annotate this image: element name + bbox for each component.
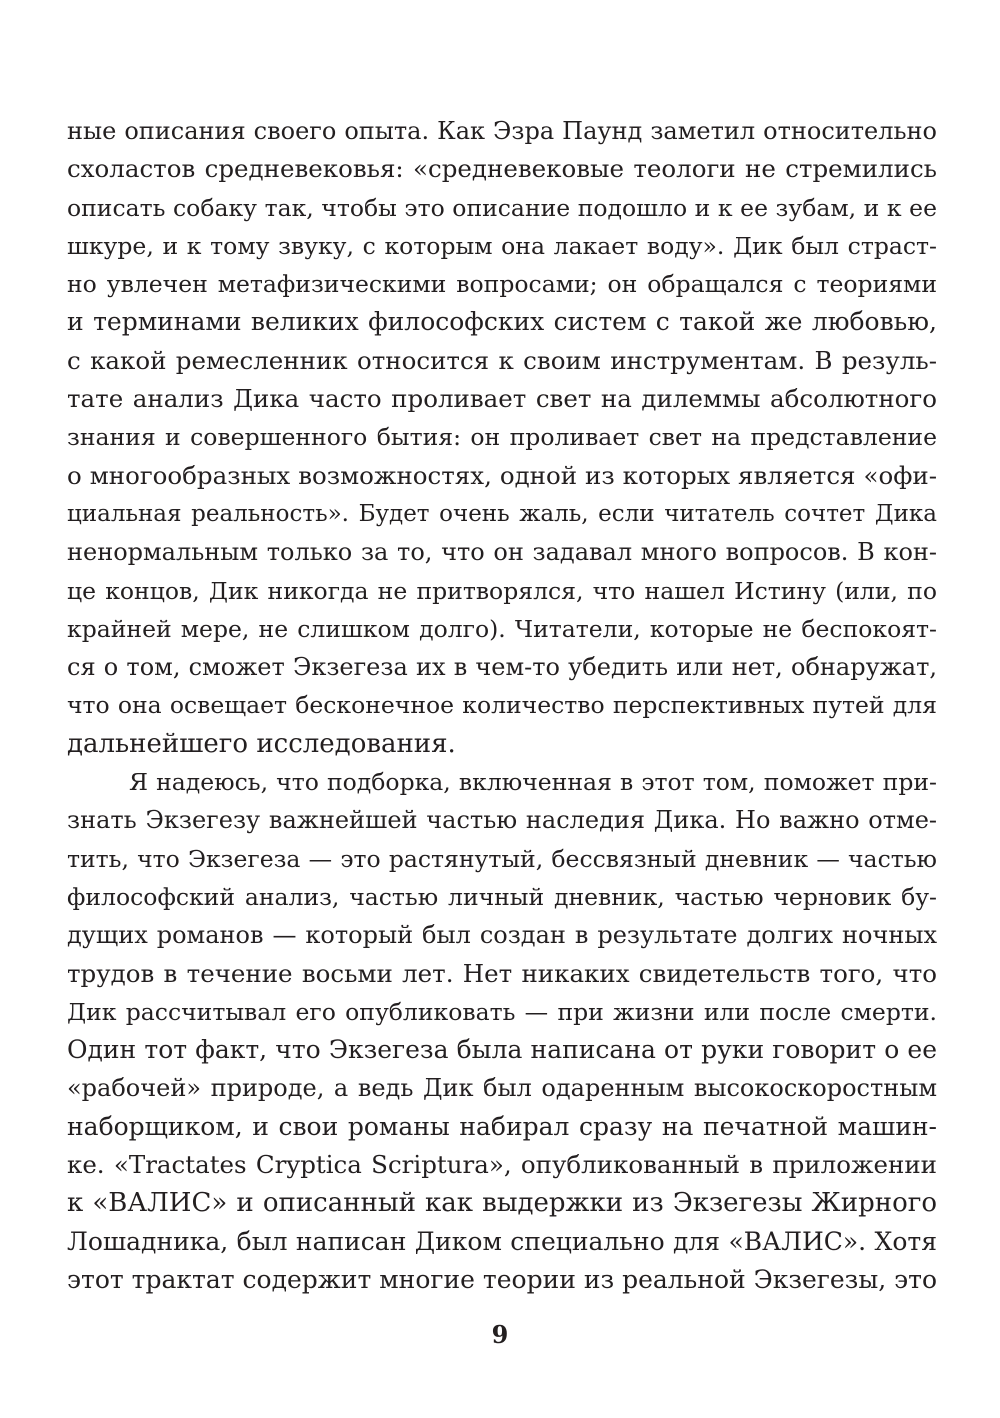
text-line: Дик рассчитывал его опубликовать — при жизни или после смерти. [67,997,937,1026]
text-line: ся о том, сможет Экзегеза их в чем-то убедить или нет, обнаружат, [67,653,937,682]
text-line: «рабочей» природе, а ведь Дик был одаренным высокоскоростным [67,1074,937,1103]
text-line: це концов, Дик никогда не притворялся, что нашел Истину (или, по [67,576,937,605]
text-line: этот трактат содержит многие теории из реальной Экзегезы, это [67,1264,937,1294]
text-line: дальнейшего исследования. [67,728,456,759]
text-line: и терминами великих философских систем с такой же любовью, [67,307,937,337]
text-line: что она освещает бесконечное количество перспективных путей для [67,691,937,720]
text-line: наборщиком, и свои романы набирал сразу на печатной машин- [67,1111,937,1141]
text-line: крайней мере, не слишком долго). Читатели, которые не беспокоят- [67,614,937,643]
text-line: но увлечен метафизическими вопросами; он обращался с теориями [67,270,937,299]
body-text [67,112,937,1299]
text-line: о многообразных возможностях, одной из которых является «офи- [67,460,937,490]
text-line: с какой ремесленник относится к своим инструментам. В резуль- [67,345,937,375]
text-line: Один тот факт, что Экзегеза была написана от руки говорит о ее [67,1035,937,1065]
text-line: ные описания своего опыта. Как Эзра Паунд заметил относительно [67,117,937,145]
text-line: тате анализ Дика часто проливает свет на дилеммы абсолютного [67,384,937,414]
text-line: дущих романов — который был создан в результате долгих ночных [67,921,937,950]
text-line: Я надеюсь, что подборка, включенная в этот том, поможет при- [129,768,937,797]
page-number: 9 [491,1320,509,1349]
text-line: шкуре, и к тому звуку, с которым она лакает воду». Дик был страст- [67,231,937,260]
text-line: ненормальным только за то, что он задавал много вопросов. В кон- [67,538,937,567]
text-line: описать собаку так, чтобы это описание подошло и к ее зубам, и к ее [67,193,937,222]
text-line: Лошадника, был написан Диком специально для «ВАЛИС». Хотя [67,1226,937,1256]
text-line: философский анализ, частью личный дневник, частью черновик бу- [67,882,937,911]
text-line: к «ВАЛИС» и описанный как выдержки из Экзегезы Жирного [67,1188,937,1219]
text-line: циальная реальность». Будет очень жаль, если читатель сочтет Дика [67,500,937,527]
text-line: знать Экзегезу важнейшей частью наследия Дика. Но важно отме- [67,806,937,835]
text-line: знания и совершенного бытия: он проливает свет на представление [67,423,937,452]
paragraph-1 [67,112,937,763]
text-line: ке. «Tractates Cryptica Scriptura», опубликованный в приложении [67,1150,937,1180]
text-line: тить, что Экзегеза — это растянутый, бессвязный дневник — частью [67,844,937,873]
text-line: трудов в течение восьми лет. Нет никаких свидетельств того, что [67,958,937,988]
text-line: схоластов средневековья: «средневековые теологи не стремились [67,154,937,184]
paragraph-2 [67,763,937,1299]
